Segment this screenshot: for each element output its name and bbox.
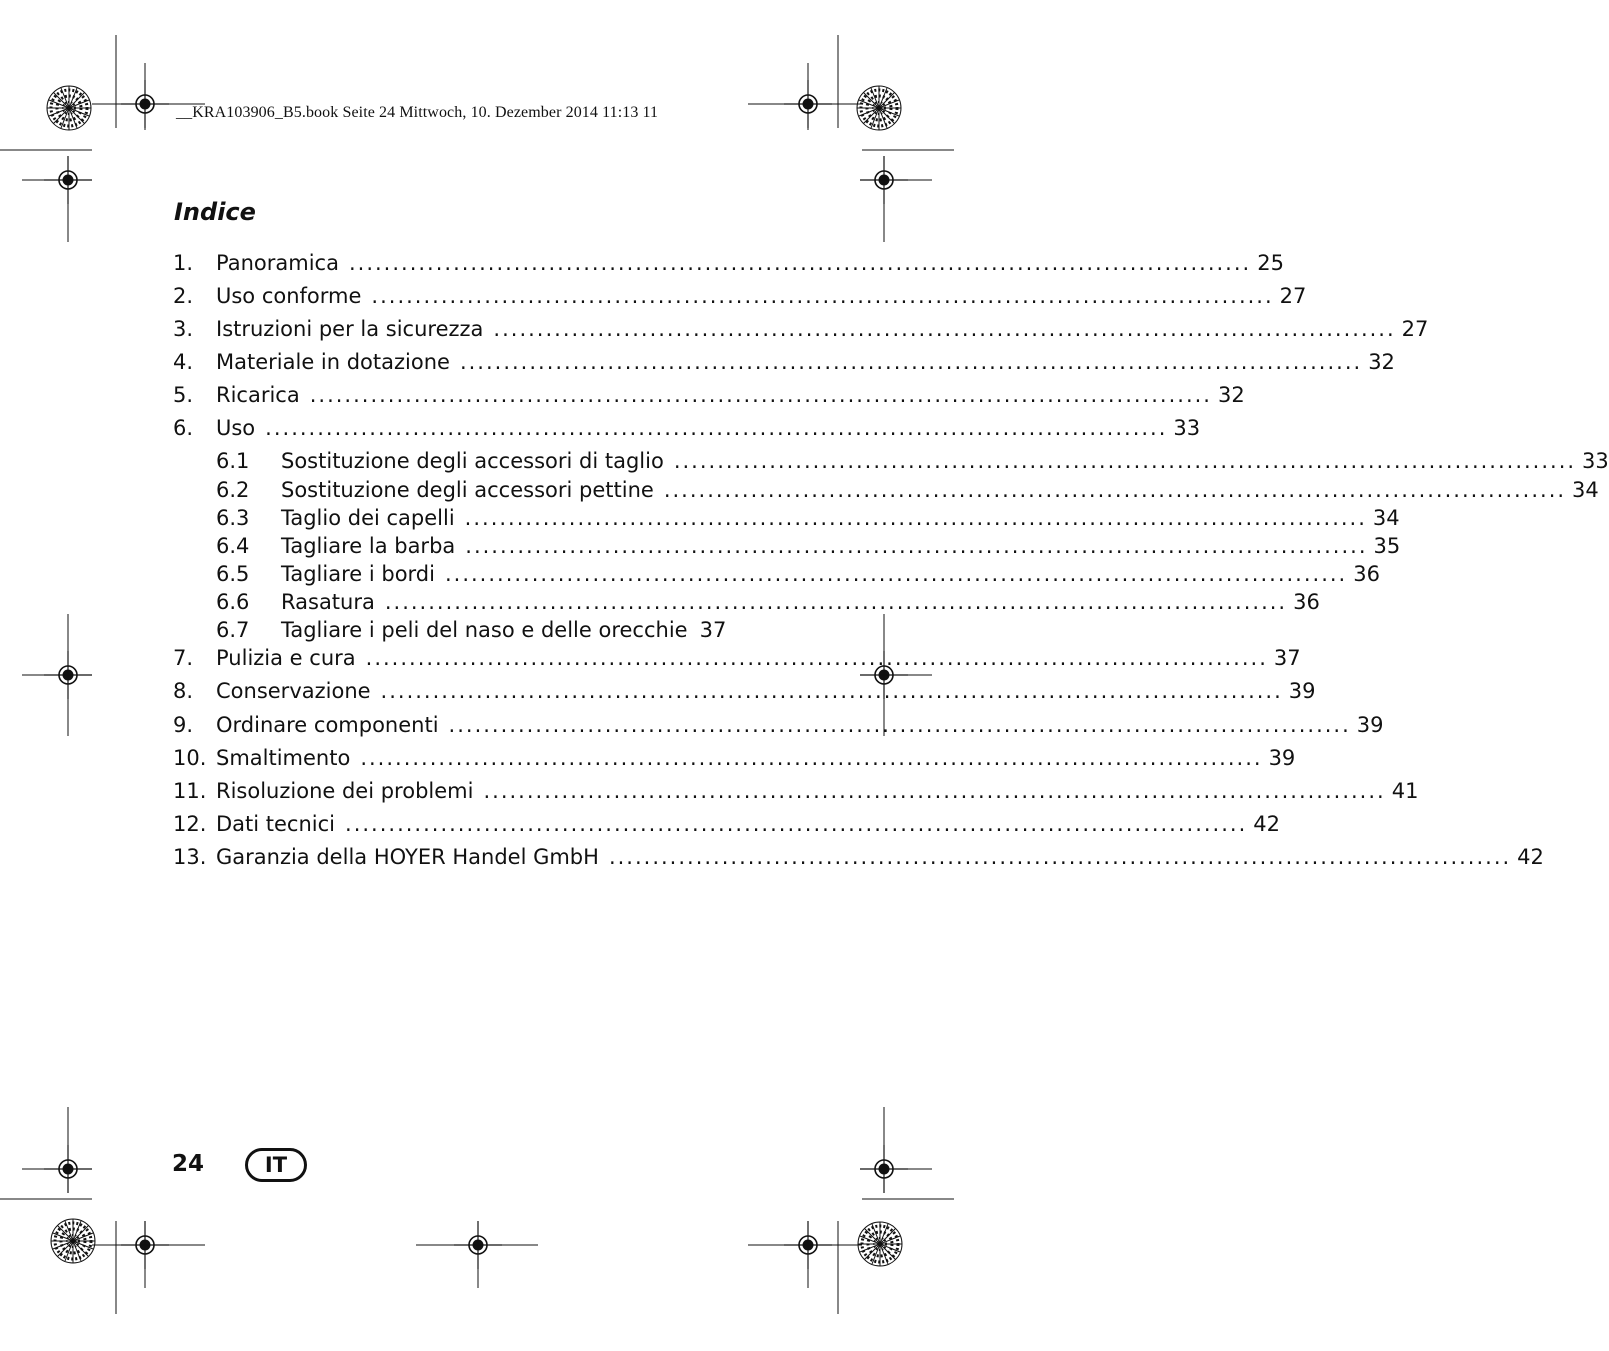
toc-entry-label: Ricarica bbox=[216, 383, 300, 407]
toc-entry-page: 39 bbox=[1288, 679, 1316, 703]
toc-entry-label: Smaltimento bbox=[216, 746, 351, 770]
toc-entry[interactable] bbox=[173, 248, 1284, 278]
toc-entry-label: Uso conforme bbox=[216, 284, 362, 308]
toc-entry-label: Sostituzione degli accessori pettine bbox=[281, 478, 654, 502]
toc-entry-number: 2. bbox=[173, 284, 194, 308]
leader-dots: ........................................................................................................ bbox=[465, 534, 1368, 558]
toc-entry-label: Istruzioni per la sicurezza bbox=[216, 317, 484, 341]
leader-dots: ........................................................................................................ bbox=[371, 284, 1274, 308]
toc-subentry[interactable] bbox=[173, 615, 727, 645]
toc-entry-number: 12. bbox=[173, 812, 207, 836]
toc-entry-page: 25 bbox=[1257, 251, 1284, 275]
toc-entry-page: 39 bbox=[1356, 713, 1384, 737]
toc-entry-label: Risoluzione dei problemi bbox=[216, 779, 474, 803]
toc-entry[interactable] bbox=[173, 281, 1307, 311]
toc-entry-number: 6.6 bbox=[216, 590, 250, 614]
toc-entry-number: 6.4 bbox=[216, 534, 250, 558]
toc-entry-label: Pulizia e cura bbox=[216, 646, 356, 670]
toc-entry-label: Taglio dei capelli bbox=[281, 506, 455, 530]
toc-entry-page: 37 bbox=[1273, 646, 1301, 670]
toc-entry-page: 32 bbox=[1368, 350, 1395, 374]
toc-entry-label: Panoramica bbox=[216, 251, 339, 275]
toc-entry-page: 33 bbox=[1173, 416, 1201, 440]
toc-entry-number: 7. bbox=[173, 646, 194, 670]
toc-subentry[interactable] bbox=[173, 559, 1380, 589]
toc-entry-number: 6.1 bbox=[216, 449, 250, 473]
toc-entry[interactable] bbox=[173, 413, 1201, 443]
leader-dots: ........................................................................................................ bbox=[360, 746, 1263, 770]
leader-dots: ........................................................................................................ bbox=[464, 506, 1367, 530]
leader-dots: ........................................................................................................ bbox=[348, 251, 1252, 275]
star-target-bottom-left bbox=[51, 1219, 95, 1263]
toc-subentry[interactable] bbox=[173, 531, 1401, 561]
toc-subentry[interactable] bbox=[173, 475, 1599, 505]
toc-entry[interactable] bbox=[173, 710, 1384, 740]
leader-dots: ........................................................................................................ bbox=[493, 317, 1396, 341]
leader-dots: ........................................................................................................ bbox=[384, 590, 1288, 614]
toc-entry-label: Ordinare componenti bbox=[216, 713, 439, 737]
toc-entry[interactable] bbox=[173, 676, 1316, 706]
toc-title: Indice bbox=[174, 198, 256, 226]
toc-entry[interactable] bbox=[173, 809, 1280, 839]
toc-entry-number: 3. bbox=[173, 317, 194, 341]
toc-entry-page: 27 bbox=[1279, 284, 1307, 308]
leader-dots: ........................................................................................................ bbox=[365, 646, 1268, 670]
toc-entry-label: Dati tecnici bbox=[216, 812, 336, 836]
toc-entry-number: 11. bbox=[173, 779, 207, 803]
page-number: 24 bbox=[172, 1151, 205, 1177]
toc-entry-number: 6.2 bbox=[216, 478, 250, 502]
leader-dots: ........................................................................................................ bbox=[608, 845, 1512, 869]
toc-entry-page: 42 bbox=[1517, 845, 1544, 869]
toc-entry-page: 34 bbox=[1572, 478, 1599, 502]
toc-entry[interactable] bbox=[173, 314, 1429, 344]
leader-dots: ........................................................................................................ bbox=[380, 679, 1283, 703]
toc-entry-label: Sostituzione degli accessori di taglio bbox=[281, 449, 664, 473]
leader-dots: ........................................................................................................ bbox=[345, 812, 1248, 836]
toc-entry[interactable] bbox=[173, 643, 1301, 673]
toc-entry-page: 42 bbox=[1253, 812, 1280, 836]
leader-dots: ........................................................................................................ bbox=[309, 383, 1212, 407]
toc-entry-number: 6.7 bbox=[216, 618, 250, 642]
toc-entry-label: Materiale in dotazione bbox=[216, 350, 450, 374]
star-target-top-left bbox=[47, 86, 91, 130]
star-target-bottom-right bbox=[858, 1222, 902, 1266]
toc-subentry[interactable] bbox=[173, 446, 1609, 476]
toc-subentry[interactable] bbox=[173, 587, 1320, 617]
star-target-top-right bbox=[857, 86, 901, 130]
toc-entry-page: 27 bbox=[1401, 317, 1429, 341]
toc-entry-page: 32 bbox=[1217, 383, 1245, 407]
leader-dots: ........................................................................................................ bbox=[459, 350, 1363, 374]
leader-dots: ........................................................................................................ bbox=[673, 449, 1577, 473]
toc-entry-number: 6. bbox=[173, 416, 194, 440]
toc-entry[interactable] bbox=[173, 380, 1245, 410]
toc-entry-label: Rasatura bbox=[281, 590, 375, 614]
leader-dots: ........................................................................................................ bbox=[483, 779, 1386, 803]
toc-entry-number: 9. bbox=[173, 713, 194, 737]
toc-entry-number: 4. bbox=[173, 350, 194, 374]
leader-dots: ........................................................................................................ bbox=[663, 478, 1567, 502]
toc-entry-label: Uso bbox=[216, 416, 256, 440]
toc-entry-label: Tagliare i peli del naso e delle orecchie bbox=[281, 618, 688, 642]
toc-entry-page: 37 bbox=[699, 618, 727, 642]
toc-entry-label: Garanzia della HOYER Handel GmbH bbox=[216, 845, 599, 869]
toc-entry-label: Conservazione bbox=[216, 679, 371, 703]
leader-dots: ........................................................................................................ bbox=[444, 562, 1348, 586]
toc-entry-page: 35 bbox=[1373, 534, 1401, 558]
toc-entry-page: 41 bbox=[1391, 779, 1419, 803]
toc-entry-number: 13. bbox=[173, 845, 207, 869]
toc-entry-label: Tagliare la barba bbox=[281, 534, 456, 558]
toc-entry-number: 6.3 bbox=[216, 506, 250, 530]
toc-entry[interactable] bbox=[173, 743, 1296, 773]
toc-entry[interactable] bbox=[173, 347, 1395, 377]
toc-entry-number: 5. bbox=[173, 383, 194, 407]
language-badge: IT bbox=[245, 1148, 307, 1182]
toc-entry-number: 8. bbox=[173, 679, 194, 703]
leader-dots: ........................................................................................................ bbox=[448, 713, 1351, 737]
toc-entry-page: 34 bbox=[1372, 506, 1400, 530]
toc-entry-number: 10. bbox=[173, 746, 207, 770]
toc-entry[interactable] bbox=[173, 842, 1544, 872]
print-info-header: __KRA103906_B5.book Seite 24 Mittwoch, 10. Dezember 2014 11:13 11 bbox=[176, 104, 659, 121]
toc-subentry[interactable] bbox=[173, 503, 1400, 533]
toc-entry-page: 36 bbox=[1293, 590, 1320, 614]
toc-entry-label: Tagliare i bordi bbox=[281, 562, 435, 586]
leader-dots: ........................................................................................................ bbox=[265, 416, 1168, 440]
toc-entry-page: 33 bbox=[1582, 449, 1609, 473]
toc-entry-number: 1. bbox=[173, 251, 194, 275]
toc-entry[interactable] bbox=[173, 776, 1419, 806]
toc-entry-page: 39 bbox=[1268, 746, 1296, 770]
toc-entry-page: 36 bbox=[1353, 562, 1380, 586]
toc-entry-number: 6.5 bbox=[216, 562, 250, 586]
